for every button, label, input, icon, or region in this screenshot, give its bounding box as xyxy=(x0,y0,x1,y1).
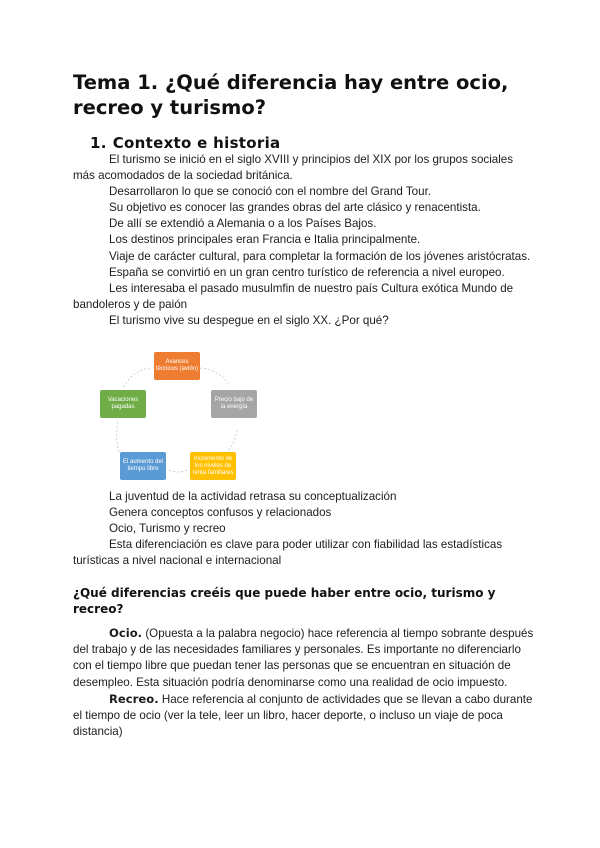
paragraph: Viaje de carácter cultural, para completar la formación de los jóvenes aristócratas. xyxy=(109,249,531,263)
cycle-node: Avances técnicos (avión) xyxy=(154,352,200,380)
cycle-arrow xyxy=(117,420,119,452)
page-title: Tema 1. ¿Qué diferencia hay entre ocio, recreo y turismo? xyxy=(73,71,509,119)
cycle-node: Precio bajo de la energía xyxy=(211,390,257,418)
paragraph: El turismo se inició en el siglo XVIII y principios del XIX por los grupos sociales más acomodados de la sociedad británica. xyxy=(73,153,514,183)
cycle-diagram xyxy=(95,344,275,486)
question-heading: ¿Qué diferencias creéis que puede haber entre ocio, turismo y recreo? xyxy=(73,586,496,616)
cycle-node: Vacaciones pagadas xyxy=(100,390,146,418)
paragraph: Los destinos principales eran Francia e Italia principalmente. xyxy=(109,233,421,247)
section-heading xyxy=(90,134,280,152)
paragraph: Ocio, Turismo y recreo xyxy=(109,522,226,536)
paragraph: Esta diferenciación es clave para poder utilizar con fiabilidad las estadísticas turísticas a nivel nacional e internacional xyxy=(73,538,503,568)
paragraph: De allí se extendió a Alemania o a los Países Bajos. xyxy=(109,217,377,231)
paragraph: Les interesaba el pasado musulmfin de nuestro país Cultura exótica Mundo de bandoleros y de paión xyxy=(73,281,514,311)
definition-ocio xyxy=(73,625,535,691)
cycle-arrow xyxy=(200,368,228,384)
conceptualization-paragraphs xyxy=(73,489,533,569)
definitions xyxy=(73,625,535,740)
paragraph: Genera conceptos confusos y relacionados xyxy=(109,506,332,520)
cycle-arrow xyxy=(123,368,150,388)
cycle-arrow xyxy=(168,470,187,472)
paragraph: España se convirtió en un gran centro turístico de referencia a nivel europeo. xyxy=(109,265,505,279)
cycle-arrow xyxy=(227,430,237,452)
definition-term: Ocio. xyxy=(109,626,143,640)
section-title: Contexto e historia xyxy=(112,134,281,152)
cycle-node: El aumento del tiempo libre xyxy=(120,452,166,480)
definition-text: Hace referencia al conjunto de actividades que se llevan a cabo durante el tiempo de ocio (ver la tele, leer un libro, hacer deporte, o incluso un viaje de poca distancia) xyxy=(73,692,533,739)
definition-term: Recreo. xyxy=(109,691,159,706)
paragraph: La juventud de la actividad retrasa su conceptualización xyxy=(109,490,397,503)
history-paragraphs xyxy=(73,152,533,329)
definition-text: (Opuesta a la palabra negocio) hace referencia al tiempo sobrante después del trabajo y de las necesidades familiares y personales. Es importante no diferenciarlo con el tiempo libre que puedan tener las personas que se encuentran en situación de desempleo. Esta situación podría denominarse como una realidad de ocio impuesto. xyxy=(73,627,534,689)
definition-recreo xyxy=(73,691,535,741)
paragraph: El turismo vive su despegue en el siglo XX. ¿Por qué? xyxy=(109,313,389,327)
paragraph: Su objetivo es conocer las grandes obras del arte clásico y renacentista. xyxy=(109,201,481,215)
cycle-node: Incremento de los niveles de renta familiares xyxy=(190,452,236,480)
section-number: 1. xyxy=(90,134,107,152)
paragraph: Desarrollaron lo que se conoció con el nombre del Grand Tour. xyxy=(109,185,432,199)
